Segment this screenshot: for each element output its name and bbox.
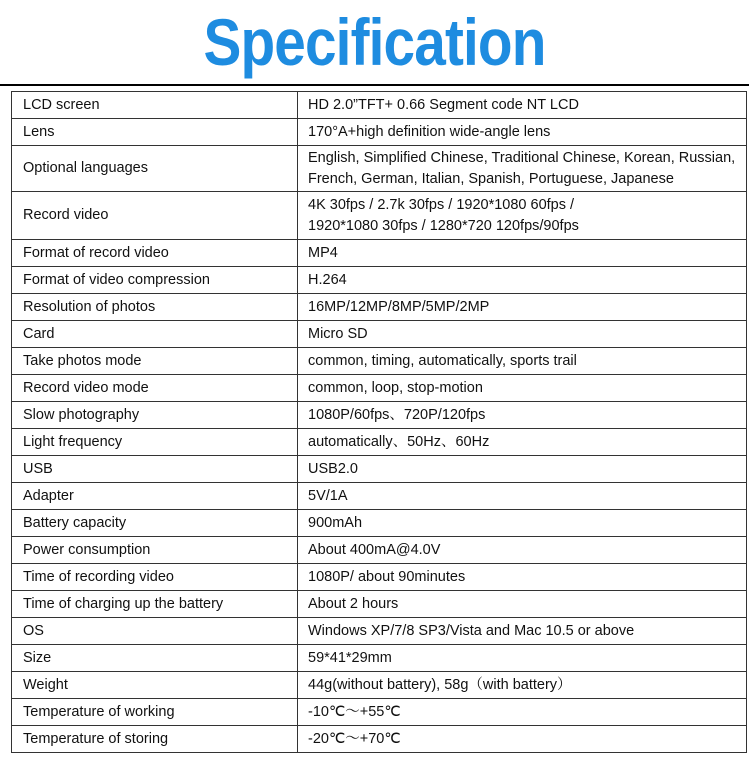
spec-value-line: Windows XP/7/8 SP3/Vista and Mac 10.5 or above: [308, 622, 635, 639]
spec-label: Resolution of photos: [12, 294, 298, 321]
spec-value: [298, 456, 747, 483]
spec-value-line: -10℃～+55℃: [308, 703, 401, 720]
spec-value-line: MP4: [308, 244, 338, 261]
spec-value: [298, 726, 747, 753]
spec-row: [12, 240, 747, 267]
spec-value-line: 59*41*29mm: [308, 649, 392, 666]
spec-row: [12, 146, 747, 192]
spec-row: [12, 537, 747, 564]
spec-value: [298, 267, 747, 294]
spec-value-line: -20℃～+70℃: [308, 730, 401, 747]
spec-row: [12, 645, 747, 672]
spec-value: [298, 402, 747, 429]
spec-table-body: [12, 92, 747, 753]
spec-value-line: 44g(without battery), 58g（with battery）: [308, 676, 572, 693]
spec-value: [298, 348, 747, 375]
spec-row: [12, 510, 747, 537]
spec-value: [298, 92, 747, 119]
spec-value: [298, 146, 747, 192]
spec-row: [12, 294, 747, 321]
spec-value: [298, 672, 747, 699]
spec-label: Weight: [12, 672, 298, 699]
spec-value: [298, 699, 747, 726]
spec-row: [12, 192, 747, 240]
spec-row: [12, 321, 747, 348]
spec-value: [298, 645, 747, 672]
spec-row: [12, 618, 747, 645]
spec-value-line: 1080P/60fps、720P/120fps: [308, 406, 486, 423]
spec-value-line: About 2 hours: [308, 595, 399, 612]
spec-value: [298, 294, 747, 321]
spec-value-line: HD 2.0”TFT+ 0.66 Segment code NT LCD: [308, 96, 579, 113]
spec-value-line: USB2.0: [308, 460, 358, 477]
spec-label: Power consumption: [12, 537, 298, 564]
spec-row: [12, 591, 747, 618]
spec-value: [298, 375, 747, 402]
spec-value-line: 4K 30fps / 2.7k 30fps / 1920*1080 60fps /: [308, 196, 575, 213]
spec-value: [298, 591, 747, 618]
spec-row: [12, 92, 747, 119]
spec-row: [12, 564, 747, 591]
spec-row: [12, 672, 747, 699]
page-title: Specification: [203, 5, 546, 79]
spec-value: [298, 321, 747, 348]
spec-label: Size: [12, 645, 298, 672]
spec-value-line: automatically、50Hz、60Hz: [308, 433, 490, 450]
spec-label: Record video mode: [12, 375, 298, 402]
spec-value: [298, 192, 747, 240]
spec-value-line: common, loop, stop-motion: [308, 379, 483, 396]
spec-row: [12, 699, 747, 726]
spec-value-line: 1920*1080 30fps / 1280*720 120fps/90fps: [308, 217, 579, 234]
spec-label: Card: [12, 321, 298, 348]
spec-label: Optional languages: [12, 146, 298, 192]
spec-label: Record video: [12, 192, 298, 240]
spec-value: [298, 483, 747, 510]
spec-value: [298, 240, 747, 267]
spec-value: [298, 429, 747, 456]
spec-value-line: 5V/1A: [308, 487, 348, 504]
spec-label: OS: [12, 618, 298, 645]
spec-row: [12, 375, 747, 402]
spec-table: [11, 91, 747, 753]
spec-row: [12, 348, 747, 375]
spec-label: Adapter: [12, 483, 298, 510]
spec-value-line: H.264: [308, 271, 347, 288]
spec-value: [298, 510, 747, 537]
spec-row: [12, 267, 747, 294]
spec-label: Temperature of working: [12, 699, 298, 726]
spec-label: Format of record video: [12, 240, 298, 267]
spec-value: [298, 564, 747, 591]
spec-label: Format of video compression: [12, 267, 298, 294]
spec-label: Time of recording video: [12, 564, 298, 591]
spec-row: [12, 402, 747, 429]
title-divider: [0, 84, 749, 86]
spec-row: [12, 429, 747, 456]
spec-value: [298, 618, 747, 645]
spec-label: Take photos mode: [12, 348, 298, 375]
spec-value-line: 900mAh: [308, 514, 363, 531]
spec-value-line: 16MP/12MP/8MP/5MP/2MP: [308, 298, 490, 315]
spec-value-line: About 400mA@4.0V: [308, 541, 441, 558]
spec-label: Battery capacity: [12, 510, 298, 537]
spec-row: [12, 119, 747, 146]
spec-value-line: French, German, Italian, Spanish, Portuguese, Japanese: [308, 170, 674, 187]
spec-value-line: 1080P/ about 90minutes: [308, 568, 466, 585]
spec-row: [12, 726, 747, 753]
spec-value: [298, 119, 747, 146]
spec-label: LCD screen: [12, 92, 298, 119]
spec-label: Temperature of storing: [12, 726, 298, 753]
spec-label: USB: [12, 456, 298, 483]
spec-row: [12, 483, 747, 510]
spec-value-line: English, Simplified Chinese, Traditional Chinese, Korean, Russian,: [308, 149, 736, 166]
spec-label: Slow photography: [12, 402, 298, 429]
spec-label: Time of charging up the battery: [12, 591, 298, 618]
spec-row: [12, 456, 747, 483]
spec-value: [298, 537, 747, 564]
spec-value-line: Micro SD: [308, 325, 368, 342]
spec-label: Lens: [12, 119, 298, 146]
spec-label: Light frequency: [12, 429, 298, 456]
spec-value-line: 170°A+high definition wide-angle lens: [308, 123, 551, 140]
spec-value-line: common, timing, automatically, sports trail: [308, 352, 577, 369]
